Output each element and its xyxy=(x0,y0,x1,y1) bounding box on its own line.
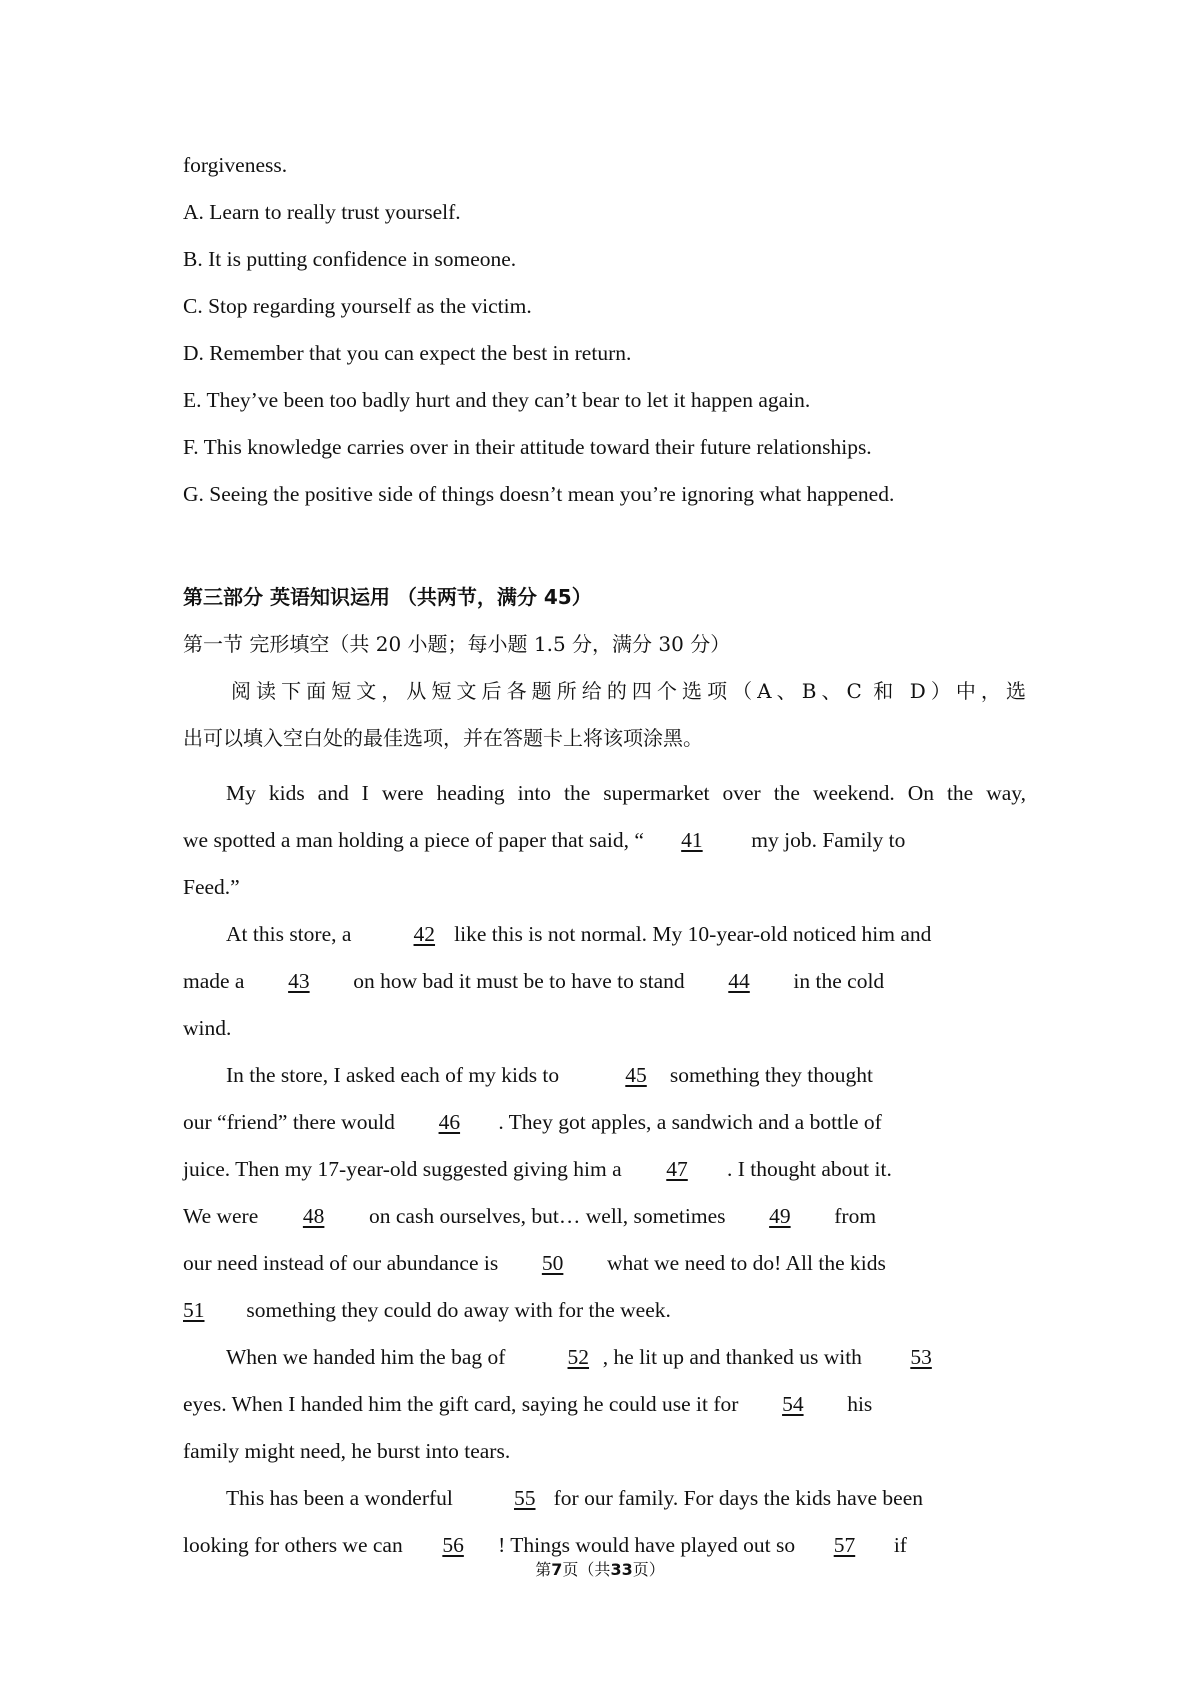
footer-suffix: 页） xyxy=(632,1560,665,1579)
section-title: 第三部分 英语知识运用 （共两节，满分 45） xyxy=(183,585,592,609)
blank-43: 43 xyxy=(288,969,310,993)
blank-55: 55 xyxy=(514,1486,536,1510)
passage-paragraph-5 xyxy=(183,1475,1026,1569)
blank-49: 49 xyxy=(769,1204,791,1228)
option-b: B. It is putting confidence in someone. xyxy=(183,247,517,271)
instructions-line-2: 出可以填入空白处的最佳选项，并在答题卡上将该项涂黑。 xyxy=(183,726,703,750)
blank-41: 41 xyxy=(681,828,703,852)
passage-paragraph-2 xyxy=(183,911,1026,1052)
blank-42: 42 xyxy=(413,922,436,946)
passage-line: In the store, I asked each of my kids to 45 something they thought xyxy=(183,1052,1026,1099)
option-g: G. Seeing the positive side of things doesn’t mean you’re ignoring what happened. xyxy=(183,482,895,506)
passage-line: looking for others we can 56 ! Things would have played out so 57 if xyxy=(183,1522,1026,1569)
passage-line: our “friend” there would 46 . They got apples, a sandwich and a bottle of xyxy=(183,1099,1026,1146)
option-d: D. Remember that you can expect the best in return. xyxy=(183,341,632,365)
blank-54: 54 xyxy=(782,1392,804,1416)
passage-line: 51 something they could do away with for the week. xyxy=(183,1287,1026,1334)
passage-line: wind. xyxy=(183,1016,232,1040)
passage-line: our need instead of our abundance is 50 what we need to do! All the kids xyxy=(183,1240,1026,1287)
passage-line: We were 48 on cash ourselves, but… well, sometimes 49 from xyxy=(183,1193,1026,1240)
option-f: F. This knowledge carries over in their attitude toward their future relationships. xyxy=(183,435,872,459)
blank-48: 48 xyxy=(302,1204,325,1228)
footer-page-number: 7 xyxy=(551,1560,563,1579)
passage-paragraph-1 xyxy=(183,770,1026,911)
blank-46: 46 xyxy=(438,1110,461,1134)
option-e: E. They’ve been too badly hurt and they can’t bear to let it happen again. xyxy=(183,388,811,412)
blank-53: 53 xyxy=(910,1345,932,1369)
passage-line: My kids and I were heading into the supermarket over the weekend. On the way, xyxy=(226,781,1026,805)
blank-45: 45 xyxy=(625,1063,647,1087)
blank-51: 51 xyxy=(183,1298,205,1322)
passage-paragraph-3 xyxy=(183,1052,1026,1334)
passage-line: juice. Then my 17-year-old suggested giving him a 47 . I thought about it. xyxy=(183,1146,1026,1193)
page-footer xyxy=(0,1557,1200,1580)
passage-line: At this store, a 42 like this is not normal. My 10-year-old noticed him and xyxy=(183,911,1026,958)
blank-57: 57 xyxy=(833,1533,856,1557)
footer-middle: 页（共 xyxy=(562,1560,611,1579)
blank-52: 52 xyxy=(567,1345,590,1369)
blank-56: 56 xyxy=(442,1533,464,1557)
subsection-title: 第一节 完形填空（共 20 小题；每小题 1.5 分，满分 30 分） xyxy=(183,632,731,656)
passage-line: family might need, he burst into tears. xyxy=(183,1439,511,1463)
passage-paragraph-4 xyxy=(183,1334,1026,1475)
page-content xyxy=(183,150,1026,1569)
instructions-line-1: 阅读下面短文，从短文后各题所给的四个选项（A、B、C 和 D）中，选 xyxy=(231,679,1026,703)
options-list xyxy=(183,197,1026,526)
blank-44: 44 xyxy=(728,969,750,993)
passage-line: When we handed him the bag of 52 , he lit up and thanked us with 53 xyxy=(183,1334,1026,1381)
footer-prefix: 第 xyxy=(535,1560,552,1579)
blank-50: 50 xyxy=(541,1251,564,1275)
passage-line: Feed.” xyxy=(183,875,240,899)
passage-line: eyes. When I handed him the gift card, saying he could use it for 54 his xyxy=(183,1381,1026,1428)
footer-total-pages: 33 xyxy=(610,1560,633,1579)
passage-line: we spotted a man holding a piece of paper that said, “ 41 my job. Family to xyxy=(183,817,1026,864)
previous-paragraph-tail: forgiveness. xyxy=(183,153,288,177)
passage-line: This has been a wonderful 55 for our family. For days the kids have been xyxy=(183,1475,1026,1522)
option-c: C. Stop regarding yourself as the victim. xyxy=(183,294,532,318)
blank-47: 47 xyxy=(666,1157,688,1181)
option-a: A. Learn to really trust yourself. xyxy=(183,200,461,224)
passage-line: made a 43 on how bad it must be to have to stand 44 in the cold xyxy=(183,958,1026,1005)
